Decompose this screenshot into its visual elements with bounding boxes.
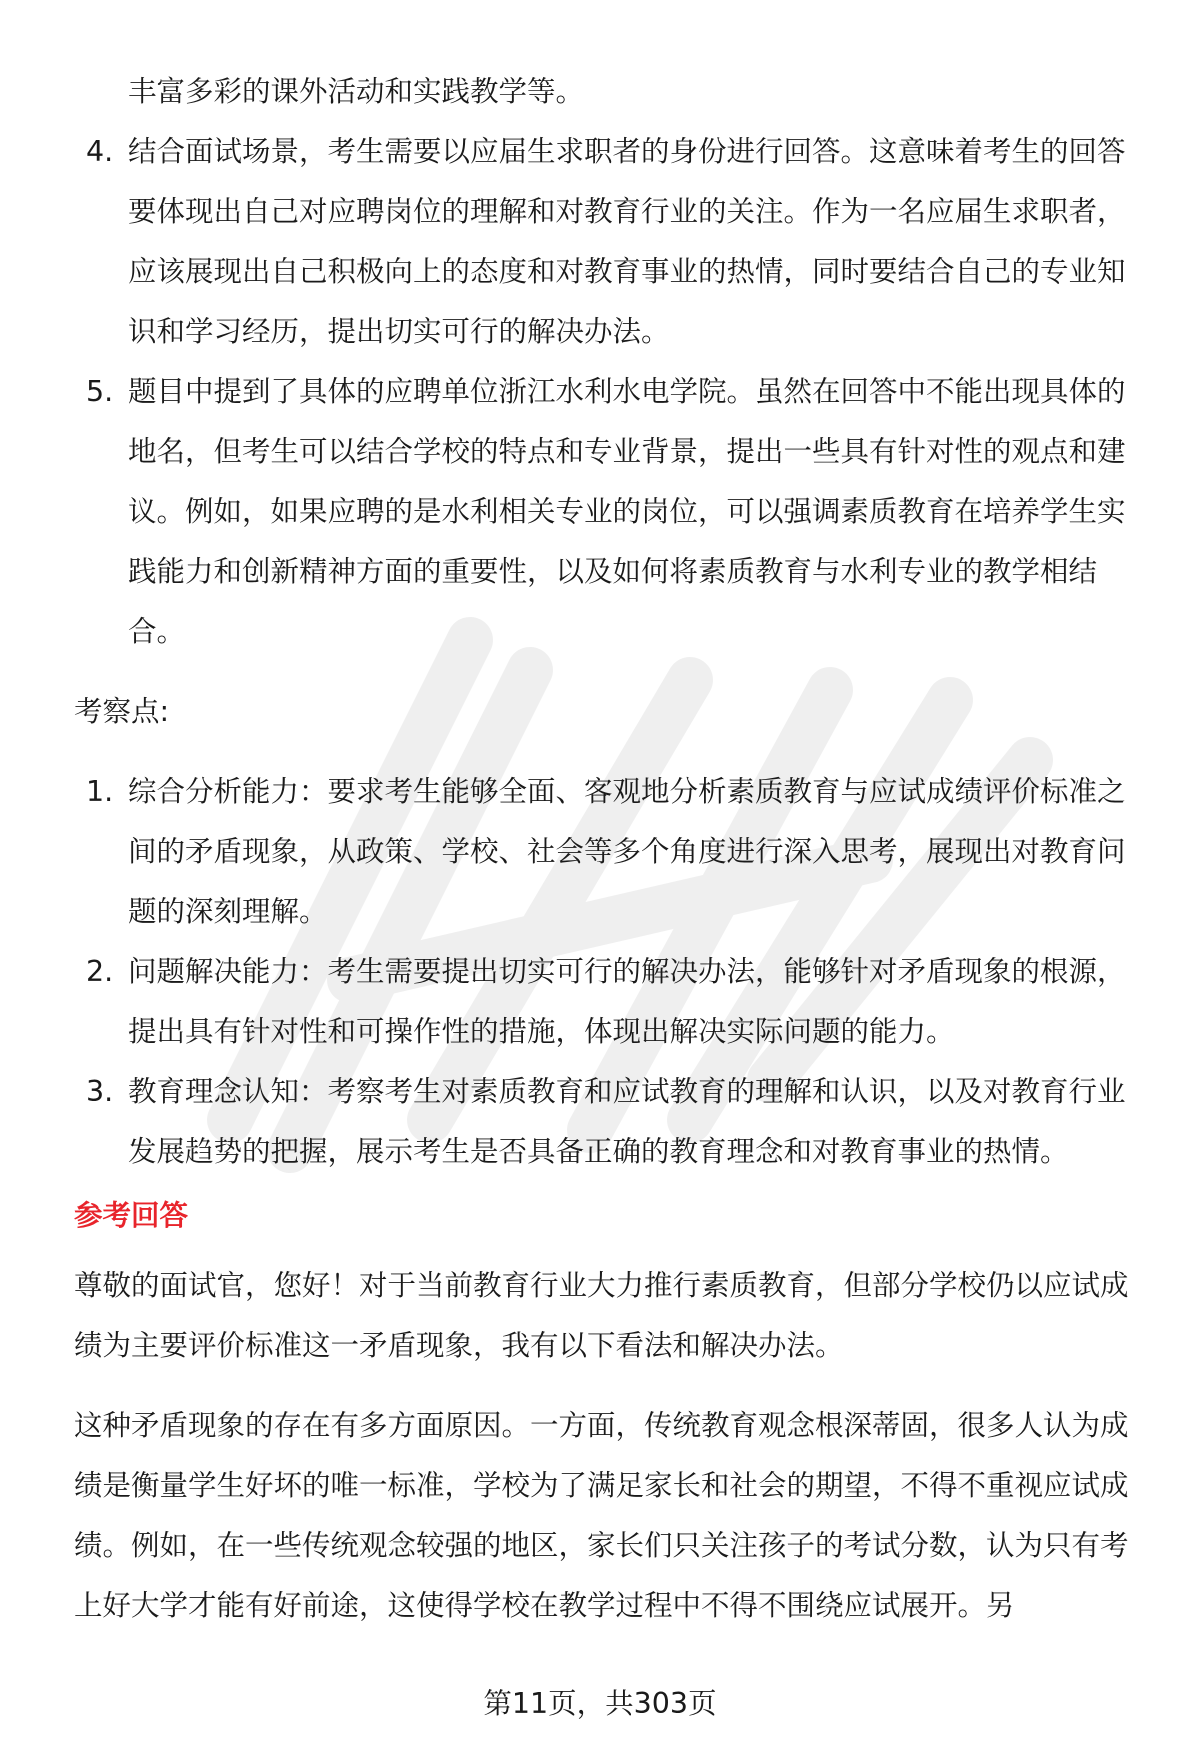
list-number: 3. [86,1075,114,1108]
list-number: 5. [86,375,114,408]
answer-heading: 参考回答 [74,1199,189,1232]
analysis-list [74,122,1146,662]
list-item [74,1062,1146,1182]
list-number: 1. [86,775,114,808]
list-item [74,362,1146,662]
list-item [74,762,1146,942]
list-text: 题目中提到了具体的应聘单位浙江水利水电学院。虽然在回答中不能出现具体的地名，但考生可以结合学校的特点和专业背景，提出一些具有针对性的观点和建议。例如，如果应聘的是水利相关专业的岗位，可以强调素质教育在培养学生实践能力和创新精神方面的重要性，以及如何将素质教育与水利专业的教学相结合。 [128,375,1126,648]
answer-paragraph: 这种矛盾现象的存在有多方面原因。一方面，传统教育观念根深蒂固，很多人认为成绩是衡量学生好坏的唯一标准，学校为了满足家长和社会的期望，不得不重视应试成绩。例如，在一些传统观念较强的地区，家长们只关注孩子的考试分数，认为只有考上好大学才能有好前途，这使得学校在教学过程中不得不围绕应试展开。另 [74,1409,1129,1622]
list-item [74,122,1146,362]
list-number: 4. [86,135,114,168]
list-number: 2. [86,955,114,988]
answer-paragraph: 尊敬的面试官，您好！对于当前教育行业大力推行素质教育，但部分学校仍以应试成绩为主要评价标准这一矛盾现象，我有以下看法和解决办法。 [74,1269,1129,1362]
exam-points-label: 考察点: [74,695,170,728]
page-footer: 第11页，共303页 [483,1687,717,1720]
list-text: 问题解决能力：考生需要提出切实可行的解决办法，能够针对矛盾现象的根源，提出具有针对性和可操作性的措施，体现出解决实际问题的能力。 [128,955,1126,1048]
list-text: 教育理念认知：考察考生对素质教育和应试教育的理解和认识，以及对教育行业发展趋势的把握，展示考生是否具备正确的教育理念和对教育事业的热情。 [128,1075,1126,1168]
continuation-line: 丰富多彩的课外活动和实践教学等。 [128,75,585,108]
list-text: 结合面试场景，考生需要以应届生求职者的身份进行回答。这意味着考生的回答要体现出自己对应聘岗位的理解和对教育行业的关注。作为一名应届生求职者，应该展现出自己积极向上的态度和对教育事业的热情，同时要结合自己的专业知识和学习经历，提出切实可行的解决办法。 [128,135,1126,348]
list-item [74,942,1146,1062]
document-body [74,62,1146,1636]
list-text: 综合分析能力：要求考生能够全面、客观地分析素质教育与应试成绩评价标准之间的矛盾现象，从政策、学校、社会等多个角度进行深入思考，展现出对教育问题的深刻理解。 [128,775,1126,928]
exam-points-list [74,762,1146,1182]
